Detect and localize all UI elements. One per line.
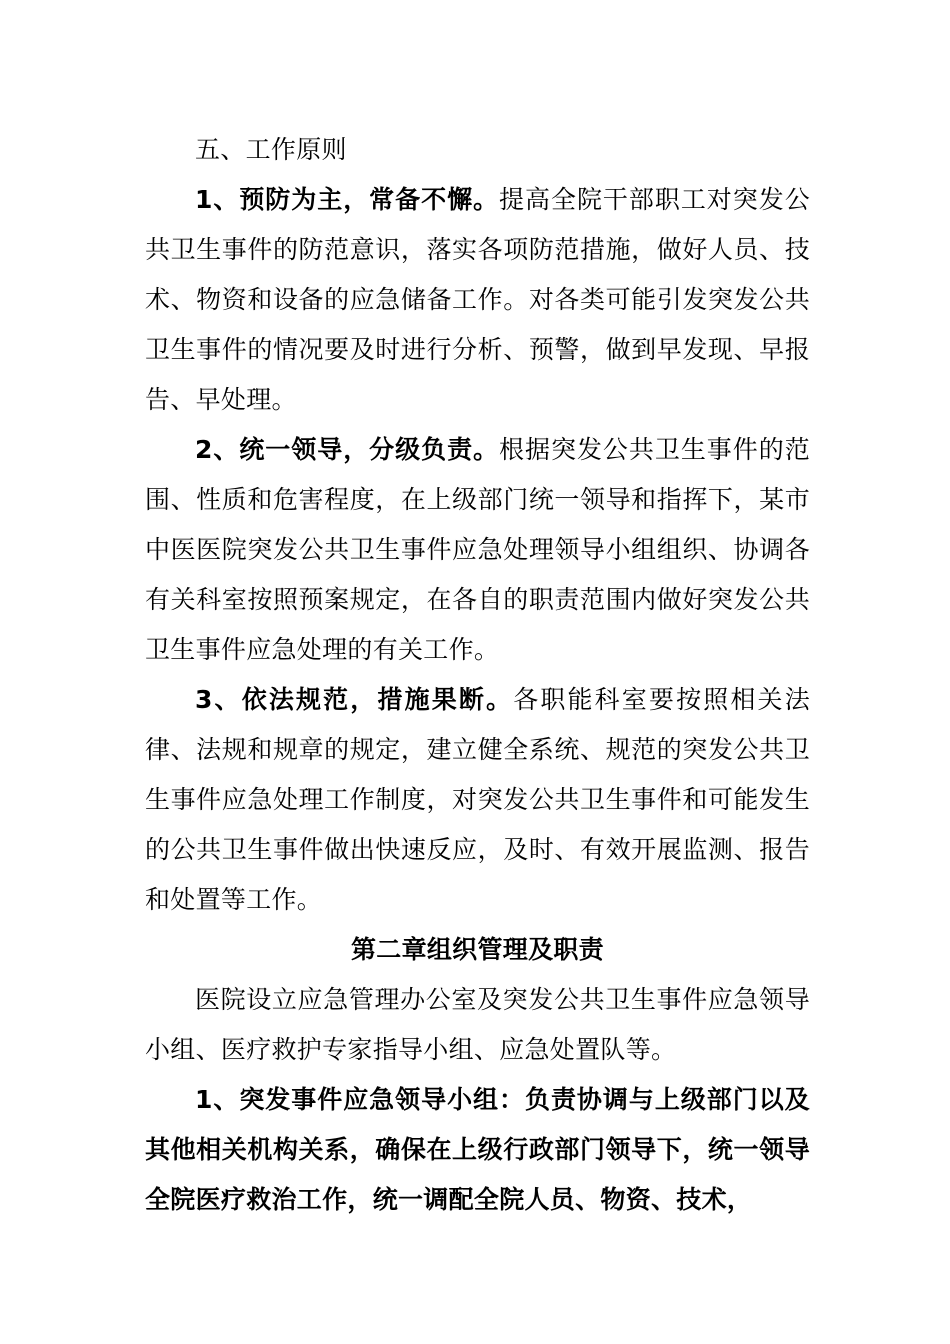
document-body — [145, 125, 810, 1225]
principle-paragraph — [145, 175, 810, 425]
principle-text: 根据突发公共卫生事件的范围、性质和危害程度，在上级部门统一领导和指挥下，某市中医医院突发公共卫生事件应急处理领导小组组织、协调各有关科室按照预案规定，在各自的职责范围内做好突发公共卫生事件应急处理的有关工作。 — [145, 435, 810, 664]
principle-lead: 3、依法规范，措施果断。 — [195, 685, 514, 714]
principle-paragraph — [145, 425, 810, 675]
chapter-title: 第二章组织管理及职责 — [350, 935, 604, 964]
principle-text: 提高全院干部职工对突发公共卫生事件的防范意识，落实各项防范措施，做好人员、技术、物资和设备的应急储备工作。对各类可能引发突发公共卫生事件的情况要及时进行分析、预警，做到早发现、早报告、早处理。 — [145, 185, 810, 414]
section-title: 五、工作原则 — [195, 135, 347, 164]
principle-lead: 2、统一领导，分级负责。 — [195, 435, 500, 464]
principle-lead: 1、预防为主，常备不懈。 — [195, 185, 500, 214]
principle-text: 各职能科室要按照相关法律、法规和规章的规定，建立健全系统、规范的突发公共卫生事件应急处理工作制度，对突发公共卫生事件和可能发生的公共卫生事件做出快速反应，及时、有效开展监测、报告和处置等工作。 — [145, 685, 810, 914]
principle-paragraph — [145, 675, 810, 925]
team-item-paragraph: 1、突发事件应急领导小组：负责协调与上级部门以及其他相关机构关系，确保在上级行政部门领导下，统一领导全院医疗救治工作，统一调配全院人员、物资、技术， — [145, 1085, 810, 1214]
chapter-intro: 医院设立应急管理办公室及突发公共卫生事件应急领导小组、医疗救护专家指导小组、应急处置队等。 — [145, 985, 810, 1064]
